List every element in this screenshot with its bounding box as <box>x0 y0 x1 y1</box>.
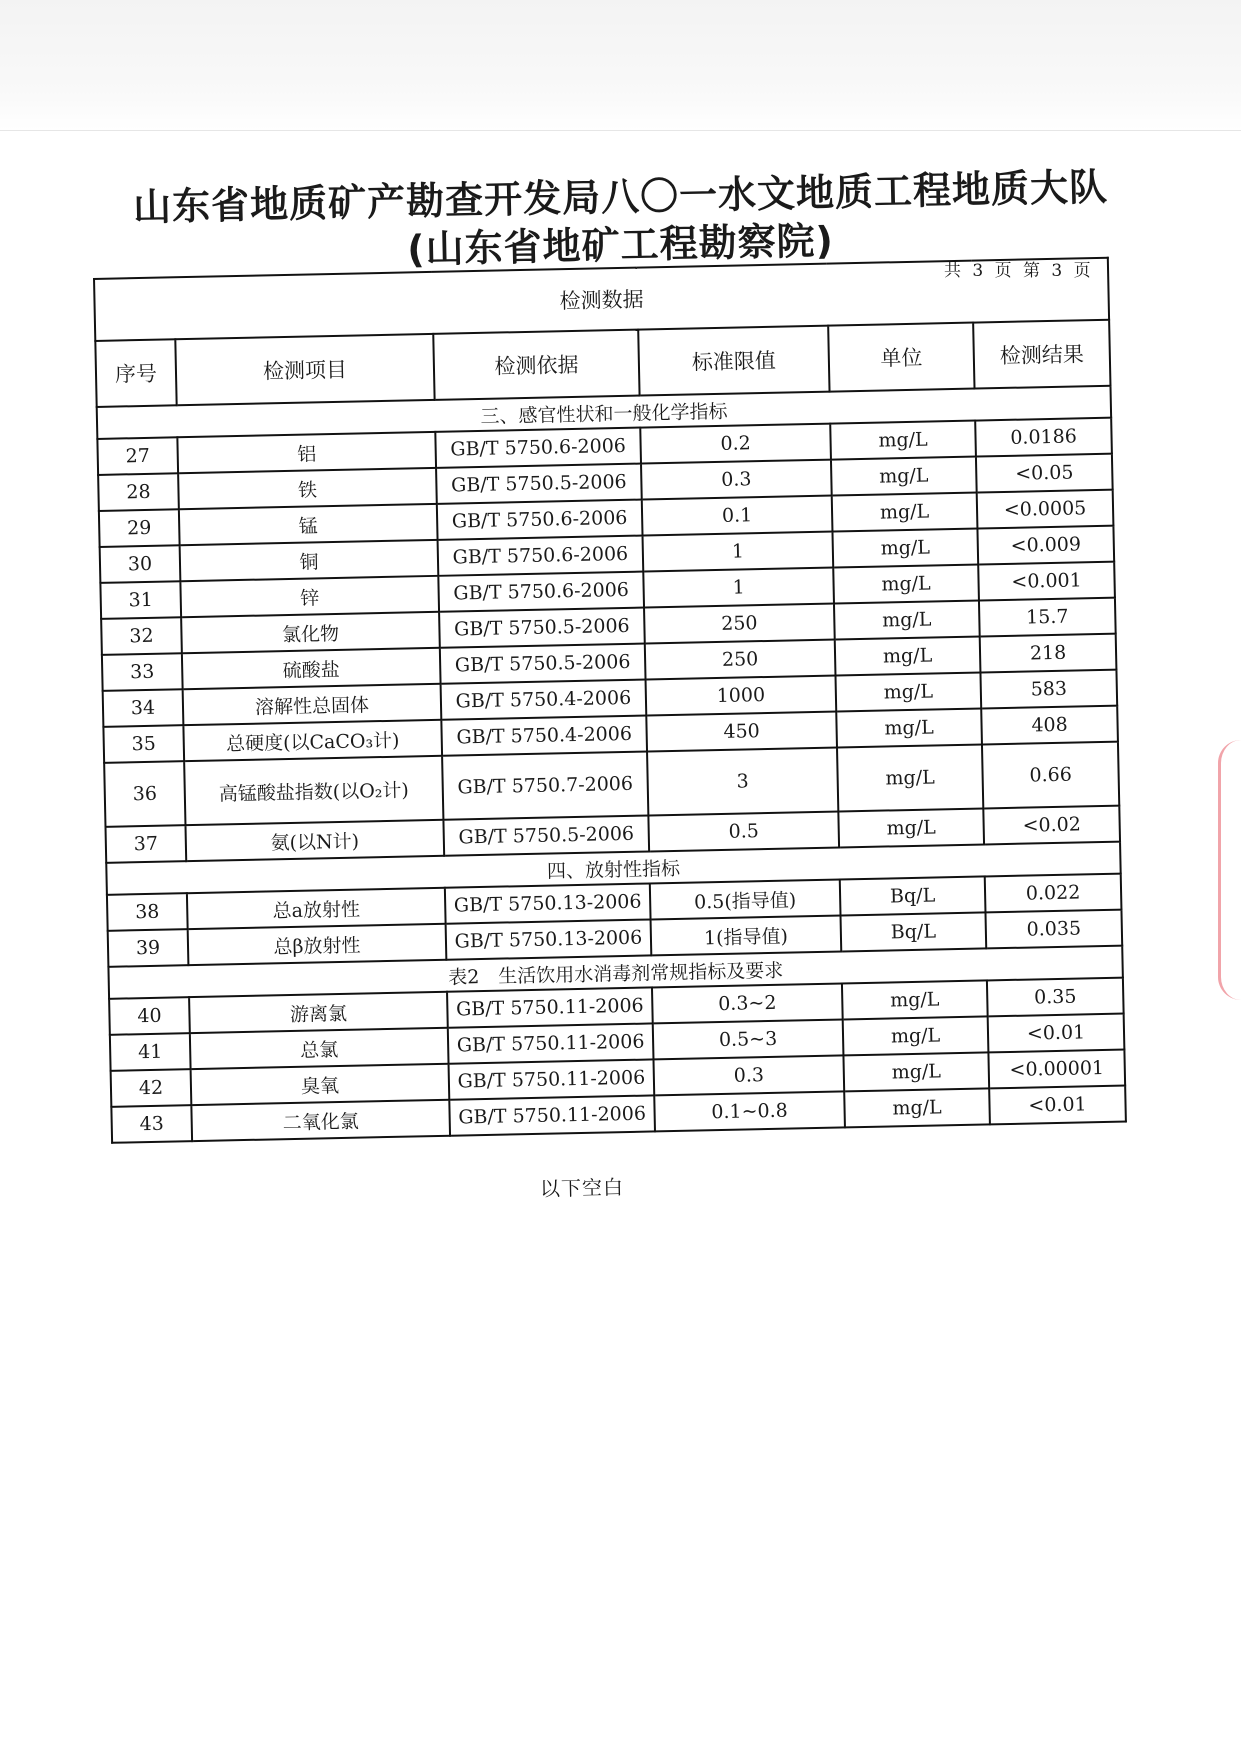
document-title: 山东省地质矿产勘查开发局八〇一水文地质工程地质大队 <box>132 164 1109 230</box>
standard-limit: 0.5 <box>648 812 839 852</box>
row-number: 29 <box>99 509 180 547</box>
blank-below-note: 以下空白 <box>539 1175 625 1201</box>
row-number: 38 <box>107 893 188 931</box>
test-result: 15.7 <box>979 598 1116 637</box>
test-item: 溶解性总固体 <box>183 684 442 725</box>
test-basis: GB/T 5750.5-2006 <box>440 644 646 684</box>
test-basis: GB/T 5750.4-2006 <box>441 680 647 720</box>
test-item: 臭氧 <box>191 1064 450 1105</box>
standard-limit: 0.1~0.8 <box>654 1091 845 1131</box>
test-result: <0.01 <box>989 1086 1126 1125</box>
test-item: 铝 <box>177 432 436 473</box>
test-item: 总a放射性 <box>187 888 446 929</box>
test-result: <0.00001 <box>988 1050 1125 1089</box>
standard-limit: 1000 <box>646 676 837 716</box>
row-number: 42 <box>111 1069 192 1107</box>
test-data-table-container <box>93 257 1125 1144</box>
standard-limit: 0.3~2 <box>652 983 843 1023</box>
standard-limit: 450 <box>646 712 837 752</box>
test-result: <0.0005 <box>977 490 1114 529</box>
unit: mg/L <box>832 529 978 568</box>
test-basis: GB/T 5750.13-2006 <box>445 883 651 923</box>
test-basis: GB/T 5750.13-2006 <box>446 919 652 959</box>
test-result: 0.022 <box>985 874 1122 913</box>
row-number: 28 <box>98 473 179 511</box>
test-item: 游离氯 <box>189 992 448 1033</box>
unit: mg/L <box>844 1088 990 1127</box>
row-number: 33 <box>102 653 183 691</box>
row-number: 27 <box>97 437 178 475</box>
test-result: 0.035 <box>985 910 1122 949</box>
column-header: 标准限值 <box>638 326 829 396</box>
unit: mg/L <box>836 708 982 747</box>
test-basis: GB/T 5750.11-2006 <box>449 1095 655 1135</box>
standard-limit: 250 <box>644 604 835 644</box>
document-subtitle: (山东省地矿工程勘察院) <box>406 218 835 272</box>
unit: Bq/L <box>841 912 987 951</box>
test-result: 0.0186 <box>975 418 1112 457</box>
row-number: 41 <box>110 1033 191 1071</box>
row-number: 37 <box>105 825 186 863</box>
test-result: <0.009 <box>977 526 1114 565</box>
test-basis: GB/T 5750.4-2006 <box>441 716 647 756</box>
test-result: <0.01 <box>988 1014 1125 1053</box>
column-header: 序号 <box>95 339 176 407</box>
test-basis: GB/T 5750.6-2006 <box>437 500 643 540</box>
test-result: 218 <box>980 634 1117 673</box>
column-header: 检测依据 <box>433 330 639 400</box>
test-result: <0.001 <box>978 562 1115 601</box>
test-basis: GB/T 5750.5-2006 <box>436 464 642 504</box>
section-title: 四、放射性指标 <box>106 842 1120 895</box>
row-number: 39 <box>108 929 189 967</box>
row-number: 30 <box>100 545 181 583</box>
test-basis: GB/T 5750.11-2006 <box>447 987 653 1027</box>
test-result: <0.02 <box>983 806 1120 845</box>
section-title: 三、感官性状和一般化学指标 <box>97 386 1111 439</box>
standard-limit: 0.2 <box>640 424 831 464</box>
row-number: 32 <box>101 617 182 655</box>
test-item: 总氯 <box>190 1028 449 1069</box>
scan-top-shadow <box>0 0 1241 130</box>
scan-top-edge <box>0 130 1241 131</box>
test-result: 408 <box>981 706 1118 745</box>
test-item: 高锰酸盐指数(以O₂计) <box>184 756 443 825</box>
test-result: 583 <box>980 670 1117 709</box>
test-basis: GB/T 5750.6-2006 <box>438 572 644 612</box>
test-data-table <box>93 257 1127 1144</box>
unit: mg/L <box>842 980 988 1019</box>
test-item: 总β放射性 <box>188 924 447 965</box>
standard-limit: 0.3 <box>641 460 832 500</box>
standard-limit: 0.3 <box>653 1055 844 1095</box>
unit: Bq/L <box>840 876 986 915</box>
test-basis: GB/T 5750.11-2006 <box>449 1059 655 1099</box>
row-number: 31 <box>100 581 181 619</box>
test-basis: GB/T 5750.6-2006 <box>435 428 641 468</box>
unit: mg/L <box>843 1052 989 1091</box>
unit: mg/L <box>831 457 977 496</box>
row-number: 43 <box>111 1105 192 1143</box>
row-number: 34 <box>103 689 184 727</box>
test-item: 硫酸盐 <box>182 648 441 689</box>
test-item: 锰 <box>179 504 438 545</box>
test-item: 氯化物 <box>181 612 440 653</box>
standard-limit: 0.5(指导值) <box>650 879 841 919</box>
test-item: 锌 <box>180 576 439 617</box>
standard-limit: 0.1 <box>642 496 833 536</box>
test-basis: GB/T 5750.5-2006 <box>443 815 649 855</box>
standard-limit: 1(指导值) <box>651 915 842 955</box>
page-number: 共 3 页 第 3 页 <box>944 261 1094 281</box>
test-result: 0.35 <box>987 978 1124 1017</box>
column-header: 检测项目 <box>175 334 434 405</box>
unit: mg/L <box>830 421 976 460</box>
row-number: 40 <box>109 997 190 1035</box>
unit: mg/L <box>832 493 978 532</box>
standard-limit: 0.5~3 <box>653 1019 844 1059</box>
unit: mg/L <box>837 744 983 811</box>
table-caption: 检测数据 <box>94 258 1109 341</box>
test-item: 总硬度(以CaCO₃计) <box>183 720 442 761</box>
test-item: 铜 <box>180 540 439 581</box>
standard-limit: 3 <box>647 748 838 816</box>
column-header: 检测结果 <box>973 320 1110 389</box>
unit: mg/L <box>835 673 981 712</box>
unit: mg/L <box>835 637 981 676</box>
unit: mg/L <box>843 1016 989 1055</box>
standard-limit: 1 <box>643 532 834 572</box>
test-basis: GB/T 5750.7-2006 <box>442 752 648 820</box>
test-item: 氨(以N计) <box>185 820 444 861</box>
test-basis: GB/T 5750.11-2006 <box>448 1023 654 1063</box>
test-basis: GB/T 5750.5-2006 <box>439 608 645 648</box>
test-result: 0.66 <box>982 742 1119 809</box>
column-header: 单位 <box>828 323 974 392</box>
red-seal-fragment <box>1218 740 1241 1000</box>
unit: mg/L <box>834 601 980 640</box>
unit: mg/L <box>838 808 984 847</box>
test-item: 二氧化氯 <box>191 1100 450 1141</box>
unit: mg/L <box>833 565 979 604</box>
row-number: 35 <box>103 725 184 763</box>
section-title: 表2 生活饮用水消毒剂常规指标及要求 <box>108 946 1122 999</box>
test-result: <0.05 <box>976 454 1113 493</box>
row-number: 36 <box>104 761 185 827</box>
standard-limit: 1 <box>643 568 834 608</box>
test-item: 铁 <box>178 468 437 509</box>
standard-limit: 250 <box>645 640 836 680</box>
test-basis: GB/T 5750.6-2006 <box>438 536 644 576</box>
